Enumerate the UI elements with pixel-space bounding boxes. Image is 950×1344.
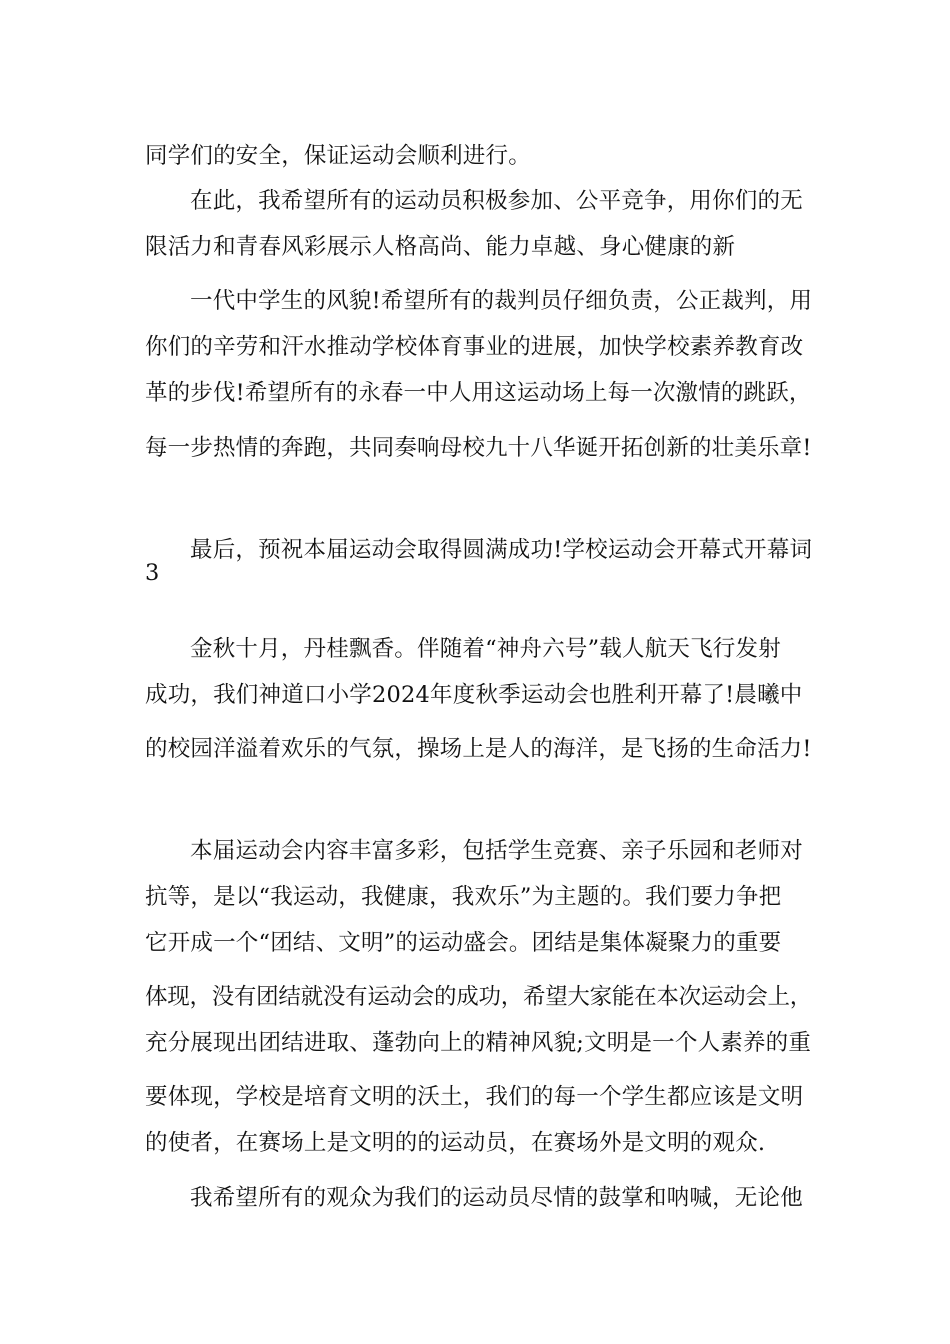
text-line-19: 的使者，在赛场上是文明的的运动员，在赛场外是文明的观众. (145, 1130, 766, 1156)
text-line-2: 在此，我希望所有的运动员积极参加、公平竞争，用你们的无 (190, 188, 803, 214)
text-line-15: 它开成一个“团结、文明”的运动盛会。团结是集体凝聚力的重要 (145, 930, 782, 956)
text-line-5: 你们的辛劳和汗水推动学校体育事业的进展，加快学校素养教育改 (145, 334, 804, 360)
text-line-20: 我希望所有的观众为我们的运动员尽情的鼓掌和呐喊，无论他 (190, 1185, 803, 1211)
text-line-16: 体现，没有团结就没有运动会的成功，希望大家能在本次运动会上， (145, 984, 813, 1010)
text-line-4: 一代中学生的风貌!希望所有的裁判员仔细负责，公正裁判，用 (190, 288, 813, 314)
text-line-13: 本届运动会内容丰富多彩，包括学生竞赛、亲子乐园和老师对 (190, 838, 803, 864)
text-line-9: 3 (145, 560, 160, 586)
text-line-1: 同学们的安全，保证运动会顺利进行。 (145, 143, 531, 169)
text-line-3: 限活力和青春风彩展示人格高尚、能力卓越、身心健康的新 (145, 234, 736, 260)
text-line-6: 革的步伐!希望所有的永春一中人用这运动场上每一次激情的跳跃， (145, 380, 812, 406)
text-line-10: 金秋十月，丹桂飘香。伴随着“神舟六号”载人航天飞行发射 (190, 636, 781, 662)
text-line-8: 最后，预祝本届运动会取得圆满成功!学校运动会开幕式开幕词 (190, 537, 813, 563)
text-line-11: 成功，我们神道口小学2024年度秋季运动会也胜利开幕了!晨曦中 (145, 682, 803, 708)
text-line-17: 充分展现出团结进取、蓬勃向上的精神风貌;文明是一个人素养的重 (145, 1030, 812, 1056)
text-line-18: 要体现，学校是培育文明的沃土，我们的每一个学生都应该是文明 (145, 1084, 804, 1110)
text-line-7: 每一步热情的奔跑，共同奏响母校九十八华诞开拓创新的壮美乐章! (145, 435, 812, 461)
text-line-12: 的校园洋溢着欢乐的气氛，操场上是人的海洋，是飞扬的生命活力! (145, 736, 812, 762)
text-line-14: 抗等，是以“我运动，我健康，我欢乐”为主题的。我们要力争把 (145, 884, 782, 910)
